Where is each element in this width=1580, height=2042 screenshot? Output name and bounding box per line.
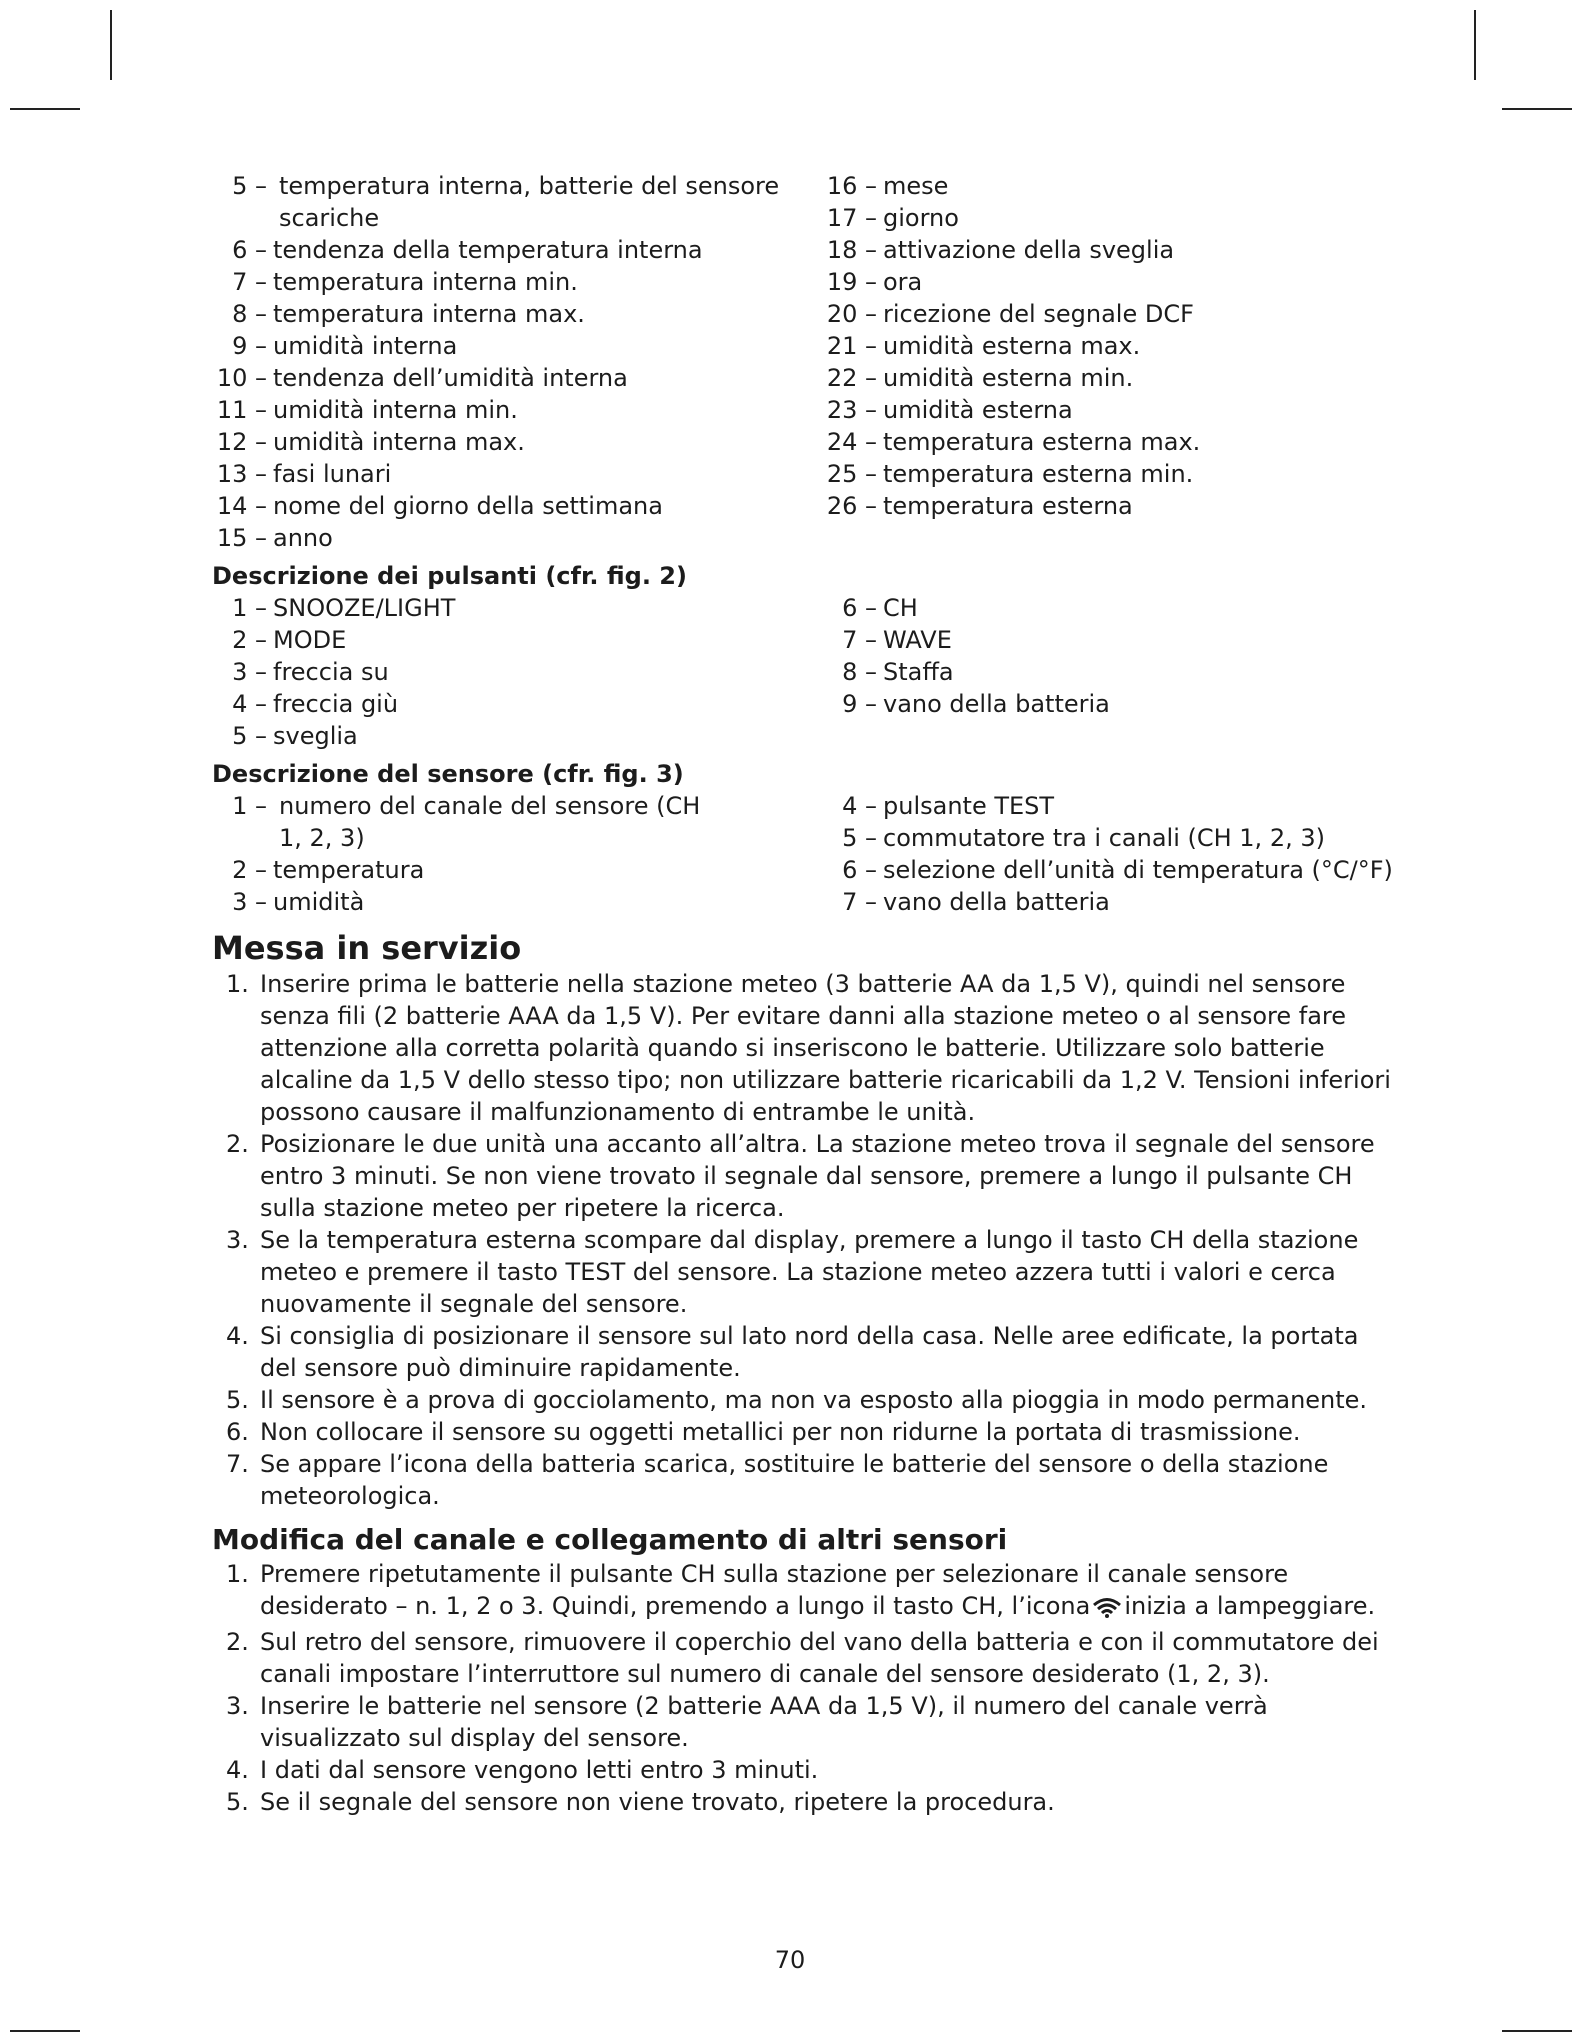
crop-mark (110, 10, 112, 80)
channel-step-1-text: Premere ripetutamente il pulsante CH sulla stazione per selezionare il canale sensore desiderato – n. 1, 2 o 3. Quindi, premendo a lungo il tasto CH, l’icona inizia a lampeggiare. (260, 1558, 1392, 1626)
channel-heading: Modifica del canale e collegamento di altri sensori (212, 1523, 1008, 1556)
display-legend (212, 170, 1392, 554)
sensor-list (212, 790, 1392, 918)
display-legend-right (822, 170, 1392, 554)
buttons-list (212, 592, 1392, 752)
list-item: 5 – temperatura interna, batterie del sensore scariche (232, 172, 780, 232)
sensor-list-right (822, 790, 1393, 918)
list-item: 3 – freccia su (232, 658, 389, 686)
list-item: 2 – MODE (232, 626, 347, 654)
list-item: 4. Si consiglia di posizionare il sensore sul lato nord della casa. Nelle aree edificate, la portata del sensore può diminuire rapidamente. (226, 1322, 1359, 1382)
crop-mark (10, 2030, 80, 2032)
sensor-heading: Descrizione del sensore (cfr. fig. 3) (212, 760, 684, 788)
list-item: 16 – mese (826, 172, 949, 200)
list-item: 7 – WAVE (842, 626, 952, 654)
buttons-list-right (822, 592, 1392, 752)
list-item: 19 – ora (826, 268, 923, 296)
page-number: 70 (774, 1946, 806, 1974)
list-item: 8 – temperatura interna max. (232, 300, 585, 328)
list-item: 5 – sveglia (232, 722, 358, 750)
list-item: 11 – umidità interna min. (216, 396, 518, 424)
list-item: 9 – umidità interna (232, 332, 458, 360)
list-item: 15 – anno (216, 524, 333, 552)
list-item: 7. Se appare l’icona della batteria scarica, sostituire le batterie del sensore o della stazione meteorologica. (226, 1450, 1329, 1510)
list-item: 2. Posizionare le due unità una accanto all’altra. La stazione meteo trova il segnale del sensore entro 3 minuti. Se non viene trovato il segnale dal sensore, premere a lungo il pulsante CH sulla stazione meteo per ripetere la ricerca. (226, 1130, 1375, 1222)
list-item: 13 – fasi lunari (216, 460, 392, 488)
buttons-heading: Descrizione dei pulsanti (cfr. fig. 2) (212, 562, 687, 590)
list-item: 25 – temperatura esterna min. (826, 460, 1194, 488)
list-item: 6 – CH (842, 594, 918, 622)
list-item: 4 – freccia giù (232, 690, 399, 718)
list-item: 17 – giorno (826, 204, 959, 232)
setup-heading: Messa in servizio (212, 929, 522, 967)
list-item: 18 – attivazione della sveglia (826, 236, 1175, 264)
list-item: 23 – umidità esterna (826, 396, 1073, 424)
list-item: 8 – Staffa (842, 658, 954, 686)
list-item: 1 – numero del canale del sensore (CH 1, 2, 3) (232, 792, 701, 852)
list-item: 4. I dati dal sensore vengono letti entro 3 minuti. (226, 1756, 819, 1784)
list-item: 2 – temperatura (232, 856, 425, 884)
setup-steps (212, 968, 1392, 1512)
list-item: 3 – umidità (232, 888, 365, 916)
channel-steps (212, 1558, 1392, 1818)
list-item: 24 – temperatura esterna max. (826, 428, 1201, 456)
list-item: 5. Il sensore è a prova di gocciolamento, ma non va esposto alla pioggia in modo permanente. (226, 1386, 1368, 1414)
list-item: 3. Se la temperatura esterna scompare dal display, premere a lungo il tasto CH della stazione meteo e premere il tasto TEST del sensore. La stazione meteo azzera tutti i valori e cerca nuovamente il segnale del sensore. (226, 1226, 1359, 1318)
list-item: 3. Inserire le batterie nel sensore (2 batterie AAA da 1,5 V), il numero del canale verrà visualizzato sul display del sensore. (226, 1692, 1268, 1752)
crop-mark (1502, 2030, 1572, 2032)
list-item: 7 – temperatura interna min. (232, 268, 578, 296)
sensor-list-left (212, 790, 822, 918)
crop-mark (10, 108, 80, 110)
signal-waves-icon (1092, 1594, 1122, 1626)
list-item: 12 – umidità interna max. (216, 428, 525, 456)
crop-mark (1474, 10, 1476, 80)
list-item: 26 – temperatura esterna (826, 492, 1133, 520)
list-item: 10 – tendenza dell’umidità interna (216, 364, 628, 392)
list-item: 5 – commutatore tra i canali (CH 1, 2, 3) (842, 824, 1325, 852)
list-item: 5. Se il segnale del sensore non viene trovato, ripetere la procedura. (226, 1788, 1055, 1816)
display-legend-left (212, 170, 822, 554)
list-item: 2. Sul retro del sensore, rimuovere il coperchio del vano della batteria e con il commutatore dei canali impostare l’interruttore sul numero di canale del sensore desiderato (1, 2, 3). (226, 1628, 1379, 1688)
list-item: 21 – umidità esterna max. (826, 332, 1141, 360)
list-item: 6 – tendenza della temperatura interna (232, 236, 703, 264)
crop-mark (1502, 108, 1572, 110)
page-content (212, 170, 1392, 1818)
list-item: 20 – ricezione del segnale DCF (826, 300, 1194, 328)
list-item: 1. Inserire prima le batterie nella stazione meteo (3 batterie AA da 1,5 V), quindi nel sensore senza fili (2 batterie AAA da 1,5 V). Per evitare danni alla stazione meteo o al sensore fare attenzione alla corretta polarità quando si inseriscono le batterie. Utilizzare solo batterie alcaline da 1,5 V dello stesso tipo; non utilizzare batterie ricaricabili da 1,2 V. Tensioni inferiori possono causare il malfunzionamento di entrambe le unità. (226, 970, 1391, 1126)
buttons-list-left (212, 592, 822, 752)
list-item: 22 – umidità esterna min. (826, 364, 1134, 392)
list-item: 1 – SNOOZE/LIGHT (232, 594, 456, 622)
list-item: 9 – vano della batteria (842, 690, 1110, 718)
list-item: 1. Premere ripetutamente il pulsante CH sulla stazione per selezionare il canale sensore desiderato – n. 1, 2 o 3. Quindi, premendo a lungo il tasto CH, l’icona inizia a lampeggiare. (212, 1558, 1392, 1626)
list-item: 7 – vano della batteria (842, 888, 1110, 916)
list-item: 14 – nome del giorno della settimana (216, 492, 663, 520)
list-item: 6. Non collocare il sensore su oggetti metallici per non ridurne la portata di trasmissione. (226, 1418, 1301, 1446)
list-item: 4 – pulsante TEST (842, 792, 1055, 820)
list-item: 6 – selezione dell’unità di temperatura (°C/°F) (842, 856, 1393, 884)
